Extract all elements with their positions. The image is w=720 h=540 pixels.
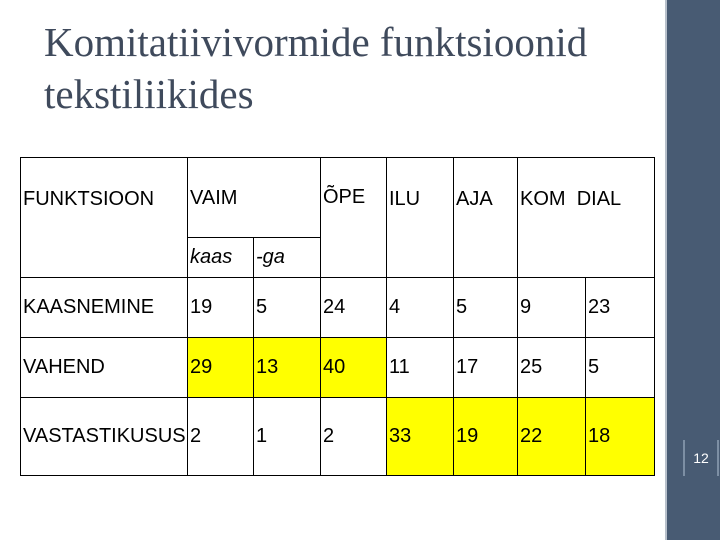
table-row [21, 278, 655, 338]
table-row [21, 398, 655, 476]
header-kom: KOM [520, 188, 566, 210]
cell-value-highlighted: 40 [321, 338, 387, 398]
table-row [21, 338, 655, 398]
header-ga: -ga [254, 238, 321, 278]
header-kom-dial [518, 158, 655, 278]
cell-value: 2 [321, 398, 387, 476]
header-dial: DIAL [576, 188, 622, 210]
cell-value-highlighted: 13 [254, 338, 321, 398]
cell-value: 2 [188, 398, 254, 476]
slide-number: 12 [683, 440, 719, 476]
row-label: VAHEND [21, 338, 188, 398]
cell-value: 11 [387, 338, 454, 398]
header-aja: AJA [454, 158, 518, 278]
cell-value: 5 [454, 278, 518, 338]
cell-value: 5 [586, 338, 655, 398]
cell-value: 24 [321, 278, 387, 338]
header-kaas: kaas [188, 238, 254, 278]
header-funktsioon: FUNKTSIOON [21, 158, 188, 278]
cell-value: 5 [254, 278, 321, 338]
cell-value-highlighted: 22 [518, 398, 586, 476]
cell-value-highlighted: 19 [454, 398, 518, 476]
cell-value: 23 [586, 278, 655, 338]
slide-title: Komitatiivivormide funktsioonid tekstiliikides [44, 19, 588, 117]
cell-value-highlighted: 18 [586, 398, 655, 476]
header-ope-empty [321, 238, 387, 278]
functions-table [20, 157, 655, 476]
cell-value: 17 [454, 338, 518, 398]
cell-value-highlighted: 33 [387, 398, 454, 476]
cell-value: 19 [188, 278, 254, 338]
cell-value: 9 [518, 278, 586, 338]
row-label: KAASNEMINE [21, 278, 188, 338]
cell-value: 1 [254, 398, 321, 476]
row-label: VASTASTIKUSUS [21, 398, 188, 476]
header-ope: ÕPE [321, 158, 387, 238]
cell-value-highlighted: 29 [188, 338, 254, 398]
cell-value: 25 [518, 338, 586, 398]
cell-value: 4 [387, 278, 454, 338]
header-ilu: ILU [387, 158, 454, 278]
header-vaim: VAIM [188, 158, 321, 238]
